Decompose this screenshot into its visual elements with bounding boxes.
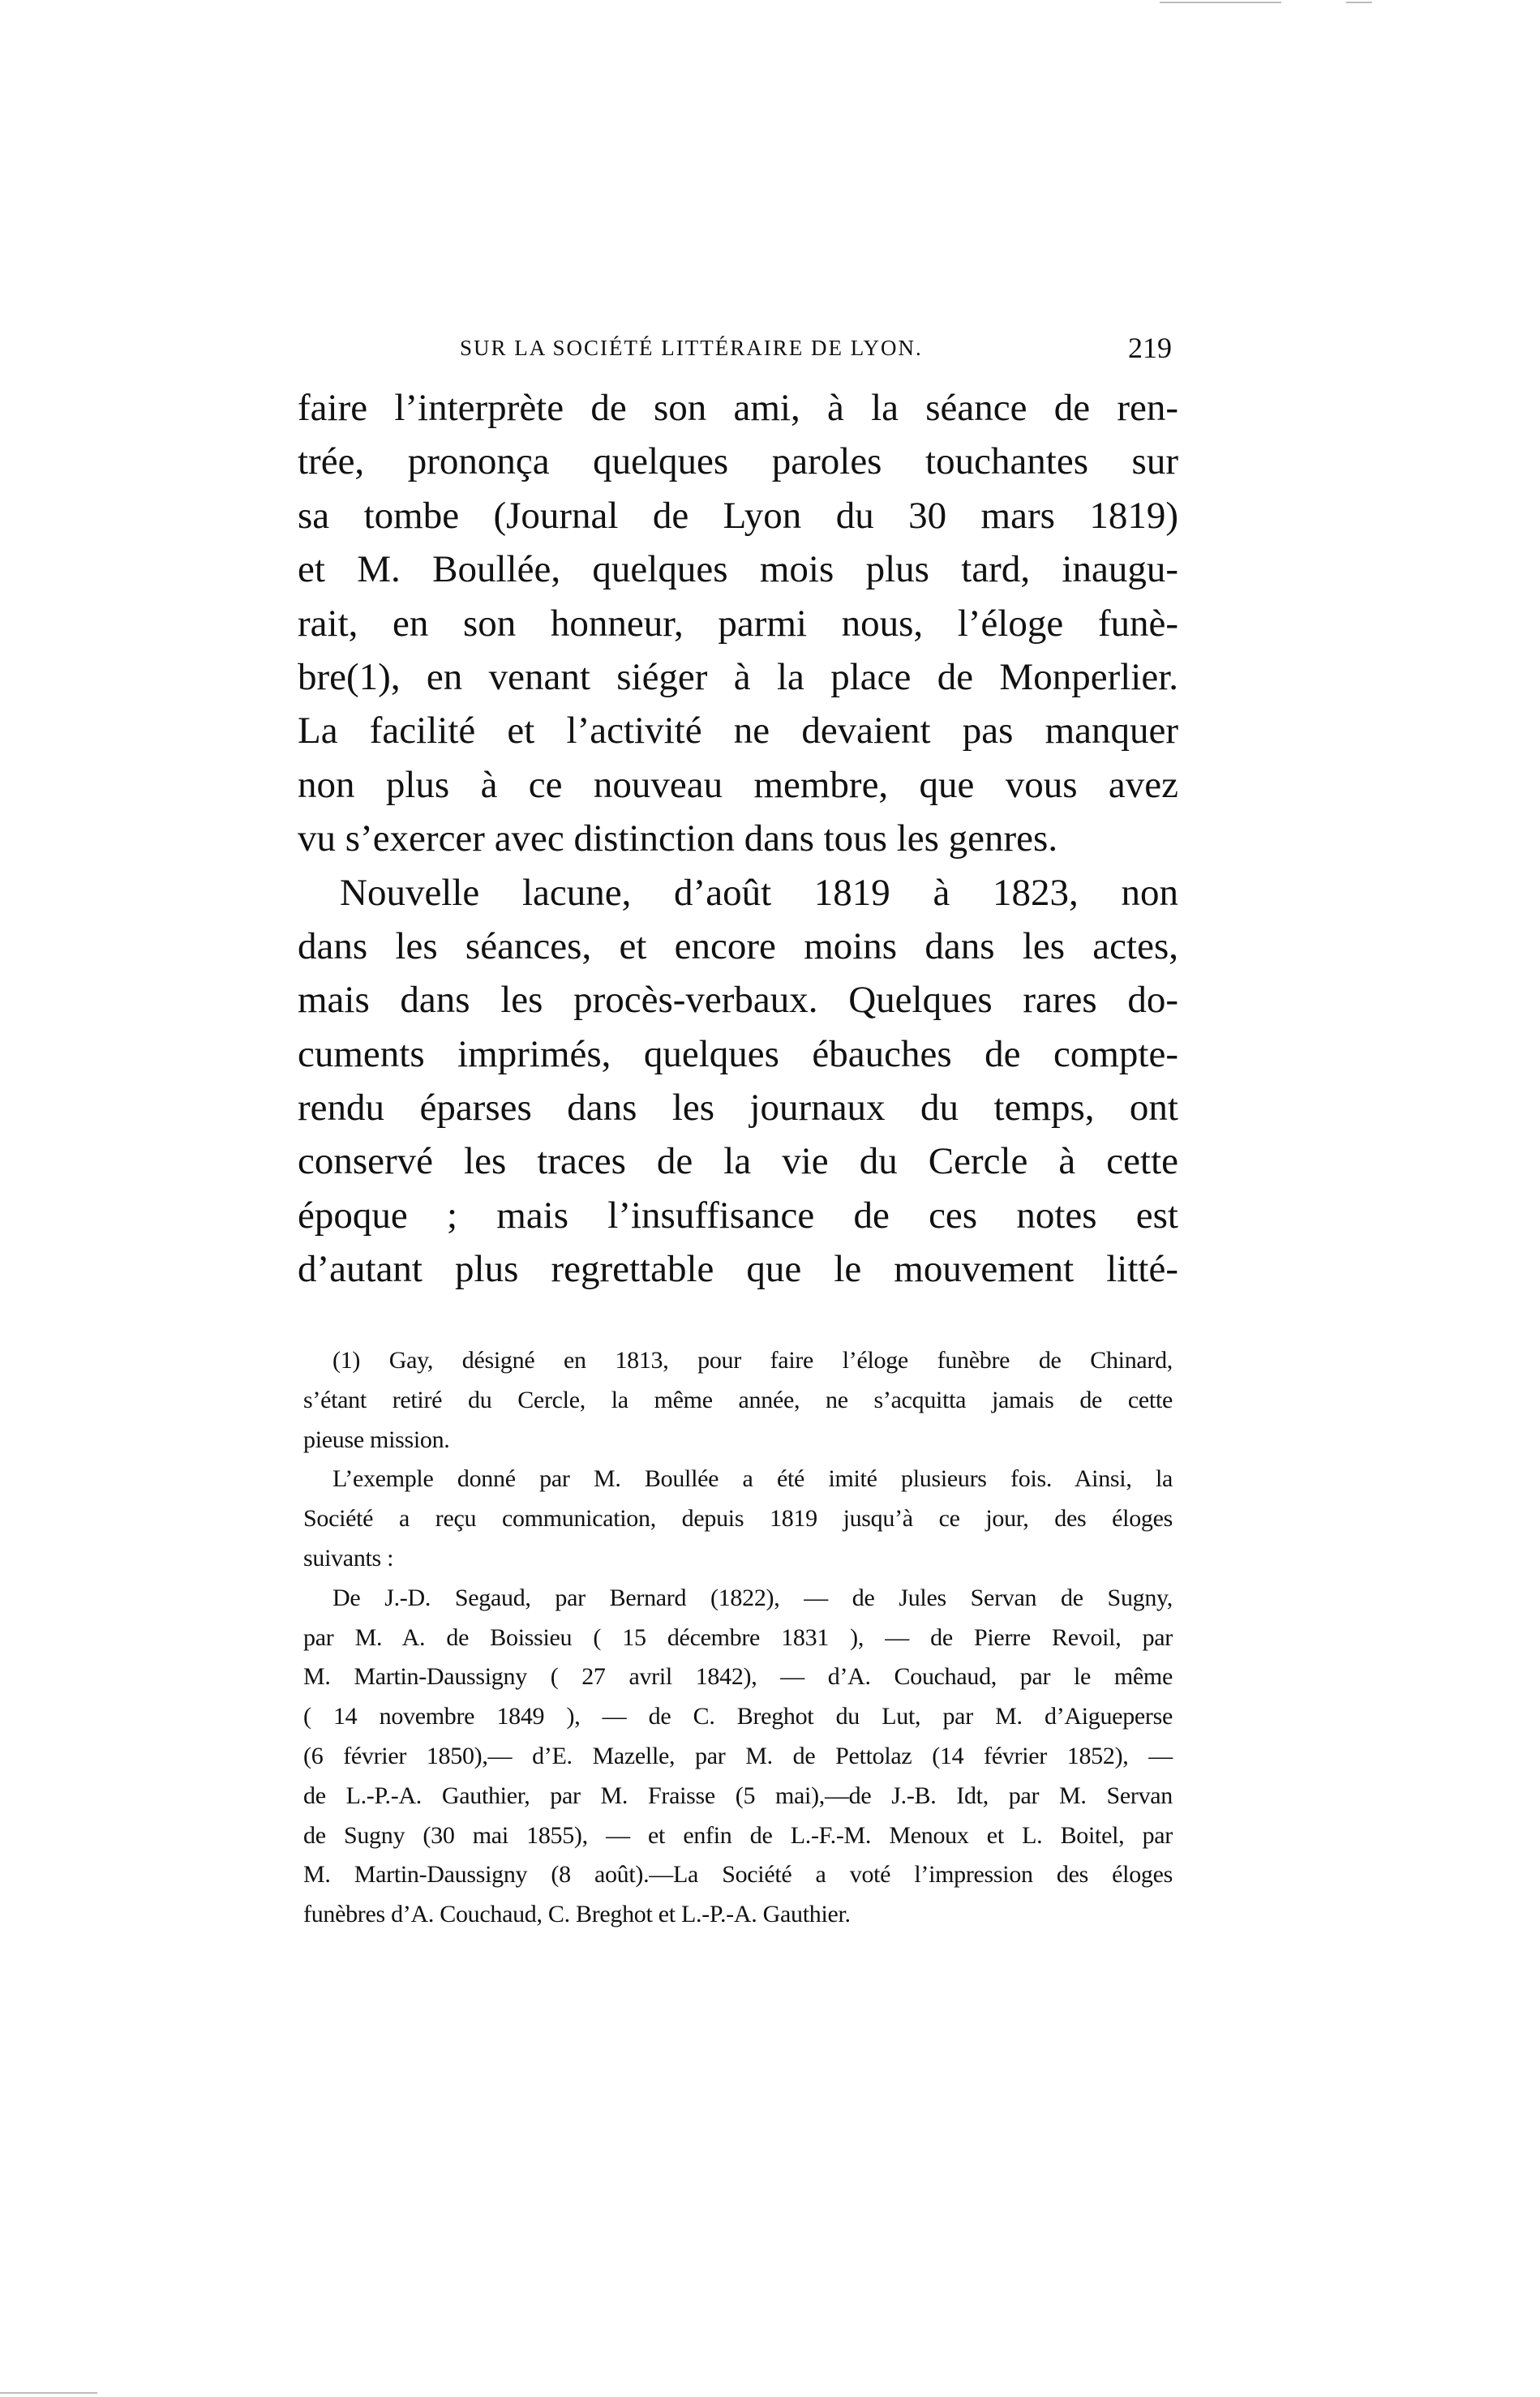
text-line: sa tombe (Journal de Lyon du 30 mars 1819) bbox=[298, 494, 1178, 537]
scan-edge-mark-bottom bbox=[0, 2392, 97, 2394]
text-line: faire l’interprète de son ami, à la séance de ren- bbox=[298, 387, 1178, 429]
text-line: rait, en son honneur, parmi nous, l’éloge funè- bbox=[298, 602, 1178, 645]
text-line: d’autant plus regrettable que le mouvement litté- bbox=[298, 1248, 1178, 1291]
text-line: non plus à ce nouveau membre, que vous avez bbox=[298, 763, 1178, 806]
footnote-line: (6 février 1850),— d’E. Mazelle, par M. de Pettolaz (14 février 1852), — bbox=[303, 1742, 1173, 1769]
text-line: mais dans les procès-verbaux. Quelques rares do- bbox=[298, 979, 1178, 1022]
body-text bbox=[298, 381, 1178, 1297]
running-title: SUR LA SOCIÉTÉ LITTÉRAIRE DE LYON. bbox=[460, 336, 923, 360]
footnote-line: De J.-D. Segaud, par Bernard (1822), — de Jules Servan de Sugny, bbox=[332, 1584, 1173, 1611]
footnote-line: ( 14 novembre 1849 ), — de C. Breghot du Lut, par M. d’Aigueperse bbox=[303, 1703, 1173, 1730]
scan-edge-mark-top-right bbox=[1346, 2, 1372, 3]
footnote-line: M. Martin-Daussigny ( 27 avril 1842), — d’A. Couchaud, par le même bbox=[303, 1663, 1173, 1691]
text-line: et M. Boullée, quelques mois plus tard, inaugu- bbox=[298, 548, 1178, 591]
footnote-line: M. Martin-Daussigny (8 août).—La Société a voté l’impression des éloges bbox=[303, 1861, 1173, 1889]
footnote-line: L’exemple donné par M. Boullée a été imité plusieurs fois. Ainsi, la bbox=[332, 1465, 1173, 1493]
footnote-line: funèbres d’A. Couchaud, C. Breghot et L.-P.-A. Gauthier. bbox=[303, 1901, 851, 1928]
text-line: La facilité et l’activité ne devaient pas manquer bbox=[298, 710, 1178, 753]
text-line: Nouvelle lacune, d’août 1819 à 1823, non bbox=[340, 871, 1178, 914]
text-line: époque ; mais l’insuffisance de ces notes est bbox=[298, 1194, 1178, 1237]
footnote-line: pieuse mission. bbox=[303, 1426, 450, 1453]
text-line: dans les séances, et encore moins dans les actes, bbox=[298, 924, 1178, 967]
footnote-line: suivants : bbox=[303, 1544, 394, 1572]
footnote-line: Société a reçu communication, depuis 1819 jusqu’à ce jour, des éloges bbox=[303, 1505, 1173, 1533]
text-line: rendu éparses dans les journaux du temps, ont bbox=[298, 1087, 1178, 1130]
text-line: trée, prononça quelques paroles touchantes sur bbox=[298, 440, 1178, 483]
footnotes bbox=[303, 1341, 1173, 1935]
scan-edge-mark-top bbox=[1160, 2, 1281, 3]
text-line: cuments imprimés, quelques ébauches de compte- bbox=[298, 1032, 1178, 1075]
footnote-line: s’étant retiré du Cercle, la même année, ne s’acquitta jamais de cette bbox=[303, 1386, 1173, 1413]
page-header bbox=[298, 331, 1178, 371]
text-line: bre(1), en venant siéger à la place de Monperlier. bbox=[298, 655, 1178, 698]
page-number: 219 bbox=[1128, 332, 1172, 364]
footnote-line: par M. A. de Boissieu ( 15 décembre 1831 ), — de Pierre Revoil, par bbox=[303, 1623, 1173, 1651]
footnote-line: de L.-P.-A. Gauthier, par M. Fraisse (5 mai),—de J.-B. Idt, par M. Servan bbox=[303, 1782, 1173, 1809]
footnote-line: de Sugny (30 mai 1855), — et enfin de L.-F.-M. Menoux et L. Boitel, par bbox=[303, 1821, 1173, 1849]
text-line: vu s’exercer avec distinction dans tous les genres. bbox=[298, 817, 1058, 860]
text-line: conservé les traces de la vie du Cercle à cette bbox=[298, 1140, 1178, 1183]
footnote-line: (1) Gay, désigné en 1813, pour faire l’éloge funèbre de Chinard, bbox=[332, 1347, 1173, 1374]
